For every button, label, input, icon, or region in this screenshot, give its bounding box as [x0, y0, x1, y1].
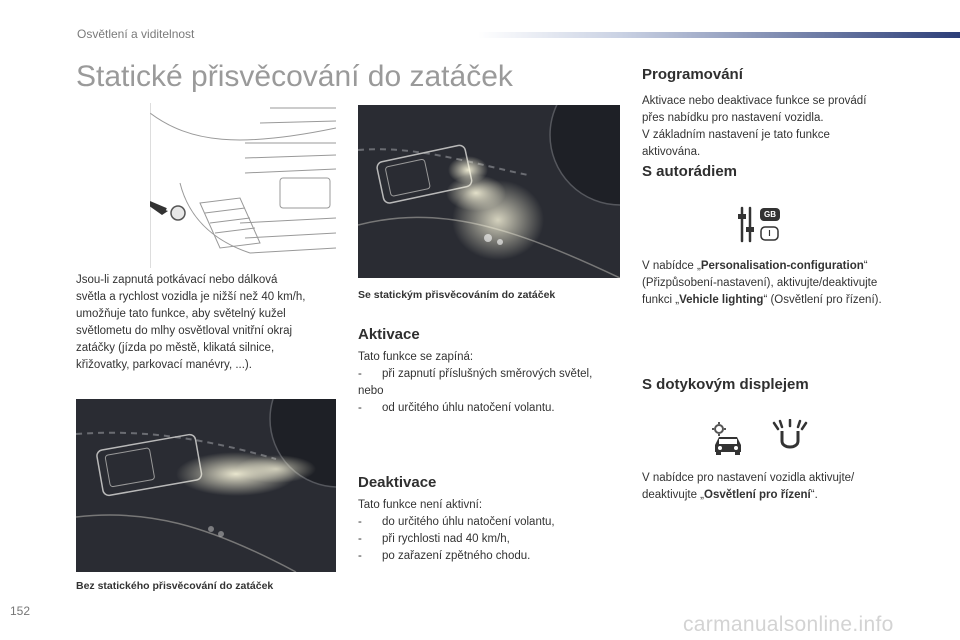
radio-line: [642, 258, 932, 275]
list-item-text: od určitého úhlu natočení volantu.: [382, 402, 555, 414]
intro-line: Jsou-li zapnutá potkávací nebo dálková: [76, 274, 278, 286]
intro-line: umožňuje tato funkce, aby světelný kužel: [76, 308, 286, 320]
list-item-text: při rychlosti nad 40 km/h,: [382, 533, 510, 545]
radio-settings-icon: [737, 205, 782, 245]
intro-line: světlometu do mlhy osvětloval vnitřní okraj: [76, 325, 293, 337]
header-accent-bar: [478, 32, 960, 38]
list-item-text: při zapnutí příslušných směrových světel,: [382, 368, 593, 380]
touchscreen-line-text: “.: [810, 489, 818, 501]
list-bullet: -: [358, 533, 362, 545]
programming-line: přes nabídku pro nastavení vozidla.: [642, 112, 824, 124]
page-title: Statické přisvěcování do zatáček: [76, 60, 513, 93]
programming-line: V základním nastavení je tato funkce: [642, 129, 830, 141]
caption-with-cornering-light: Se statickým přisvěcováním do zatáček: [358, 289, 556, 301]
radio-line: (Přizpůsobení-nastavení), aktivujte/deaktivujte: [642, 277, 878, 289]
programming-line: Aktivace nebo deaktivace funkce se provádí: [642, 95, 867, 107]
radio-menu-name: Personalisation-configuration: [700, 260, 864, 272]
radio-function-name: Vehicle lighting: [679, 294, 764, 306]
intro-line: světla a rychlost vozidla je nižší než 40 km/h,: [76, 291, 306, 303]
list-bullet: -: [358, 402, 362, 414]
car-settings-icon: [711, 421, 745, 455]
touchscreen-paragraph: [642, 470, 932, 504]
radio-line-text: “: [863, 260, 868, 272]
radio-line-text: funkci „: [642, 294, 680, 306]
radio-line-text: V nabídce „: [642, 260, 701, 272]
list-item: [358, 400, 620, 417]
radio-icon-label-top: GB: [764, 210, 776, 219]
touchscreen-heading: S dotykovým displejem: [642, 376, 809, 393]
radio-heading: S autorádiem: [642, 163, 738, 180]
activation-heading: Aktivace: [358, 326, 420, 343]
section-title: Osvětlení a viditelnost: [77, 27, 195, 41]
list-item-text: po zařazení zpětného chodu.: [382, 550, 531, 562]
list-item: [358, 366, 620, 383]
deactivation-heading: Deaktivace: [358, 474, 437, 491]
programming-heading: Programování: [642, 66, 743, 83]
intro-paragraph: [76, 272, 356, 374]
radio-line: [642, 292, 932, 309]
without-cornering-light-image: [76, 399, 336, 572]
page-number: 152: [10, 604, 31, 618]
list-item: [358, 514, 620, 531]
touchscreen-line: V nabídce pro nastavení vozidla aktivujte/: [642, 472, 855, 484]
list-item-text: do určitého úhlu natočení volantu,: [382, 516, 555, 528]
intro-line: křižovatky, parkovací manévry, ...).: [76, 359, 252, 371]
caption-without-cornering-light: Bez statického přisvěcování do zatáček: [76, 580, 274, 592]
radio-paragraph: [642, 258, 932, 309]
with-cornering-light-image: [358, 105, 620, 278]
programming-paragraph: [642, 93, 922, 161]
programming-line: aktivována.: [642, 146, 701, 158]
radio-icon-label-bottom: I: [768, 229, 771, 238]
deactivation-list: [358, 497, 620, 565]
watermark: carmanualsonline.info: [683, 613, 894, 636]
headlight-icon: [770, 419, 810, 455]
activation-list: [358, 349, 620, 417]
list-bullet: -: [358, 368, 362, 380]
touchscreen-menu-name: Osvětlení pro řízení: [704, 489, 811, 501]
activation-intro: Tato funkce se zapíná:: [358, 351, 474, 363]
radio-line-text: “ (Osvětlení pro řízení).: [763, 294, 882, 306]
deactivation-intro: Tato funkce není aktivní:: [358, 499, 483, 511]
touchscreen-line: [642, 487, 932, 504]
list-bullet: -: [358, 550, 362, 562]
list-bullet: -: [358, 516, 362, 528]
intro-line: zatáčky (jízda po městě, klikatá silnice,: [76, 342, 275, 354]
activation-connector: nebo: [358, 385, 384, 397]
touchscreen-line-text: deaktivujte „: [642, 489, 705, 501]
list-item: [358, 548, 620, 565]
fog-lamp-illustration: [150, 103, 336, 268]
list-item: [358, 531, 620, 548]
